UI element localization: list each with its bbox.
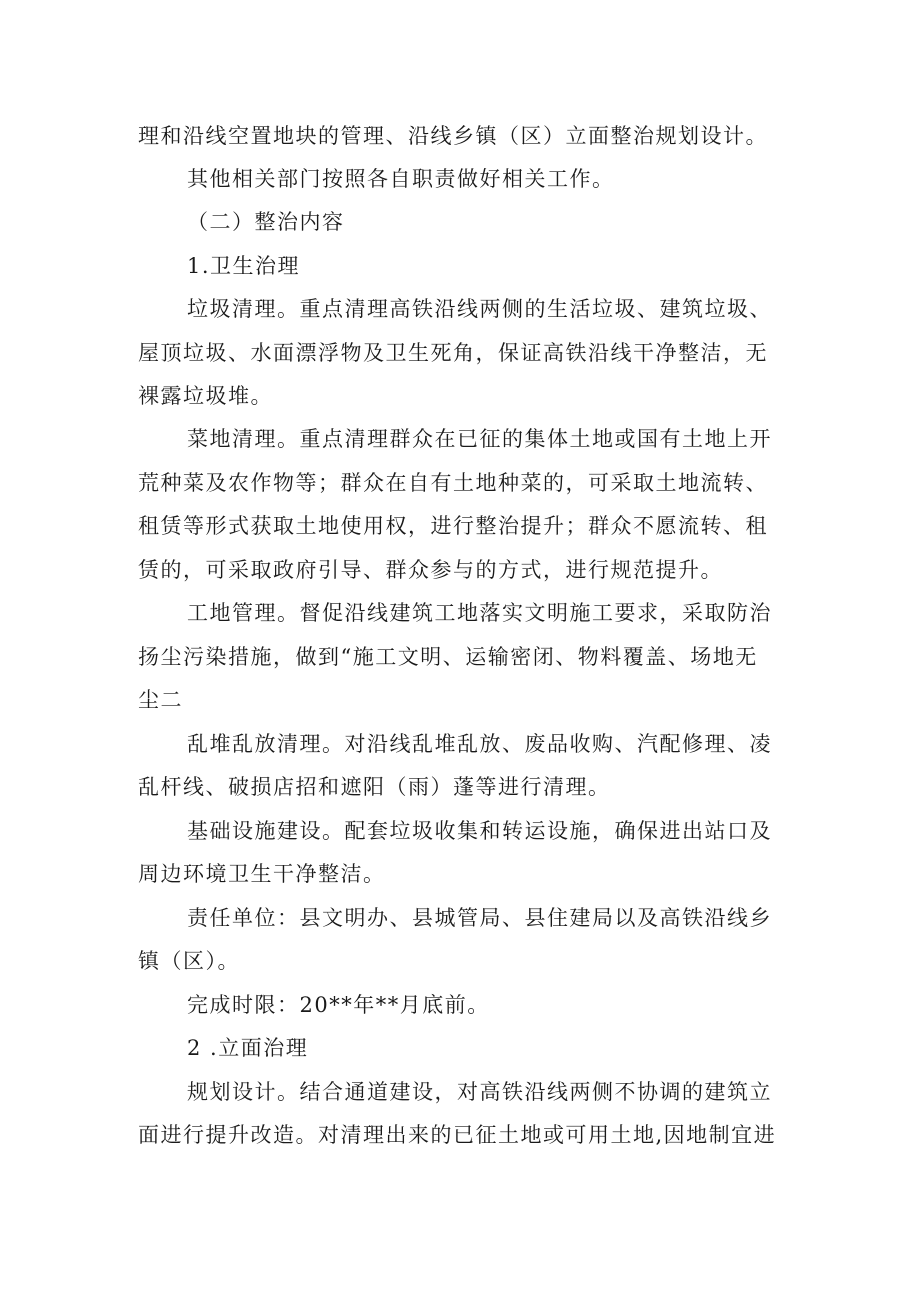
paragraph-line: 周边环境卫生干净整洁。: [138, 862, 386, 886]
subsection-heading: 1.卫生治理: [187, 254, 301, 278]
paragraph-line: 租赁等形式获取土地使用权，进行整治提升；群众不愿流转、租: [138, 514, 768, 538]
paragraph-line: 乱堆乱放清理。对沿线乱堆乱放、废品收购、汽配修理、凌: [187, 732, 772, 756]
paragraph-line: 其他相关部门按照各自职责做好相关工作。: [187, 167, 615, 191]
paragraph-line: 完成时限：20**年**月底前。: [187, 993, 490, 1017]
paragraph-line: 裸露垃圾堆。: [138, 384, 273, 408]
paragraph-line: 镇（区）。: [138, 949, 240, 973]
paragraph-line: 尘二: [138, 688, 183, 712]
paragraph-line: 工地管理。督促沿线建筑工地落实文明施工要求，采取防治: [187, 601, 772, 625]
paragraph-line: 面进行提升改造。对清理出来的已征土地或可用土地,因地制宜进: [138, 1123, 777, 1147]
paragraph-line: 扬尘污染措施，做到“施工文明、运输密闭、物料覆盖、场地无: [138, 645, 758, 669]
paragraph-line: 垃圾清理。重点清理高铁沿线两侧的生活垃圾、建筑垃圾、: [187, 297, 772, 321]
paragraph-line: 责任单位：县文明办、县城管局、县住建局以及高铁沿线乡: [187, 906, 772, 930]
paragraph-line: 赁的，可采取政府引导、群众参与的方式，进行规范提升。: [138, 558, 723, 582]
paragraph-line: 乱杆线、破损店招和遮阳（雨）蓬等进行清理。: [138, 775, 611, 799]
paragraph-line: 荒种菜及农作物等；群众在自有土地种菜的，可采取土地流转、: [138, 471, 768, 495]
paragraph-line: 菜地清理。重点清理群众在已征的集体土地或国有土地上开: [187, 427, 772, 451]
paragraph-line: 屋顶垃圾、水面漂浮物及卫生死角，保证高铁沿线干净整洁，无: [138, 341, 768, 365]
paragraph-line: 基础设施建设。配套垃圾收集和转运设施，确保进出站口及: [187, 819, 772, 843]
paragraph-line: 理和沿线空置地块的管理、沿线乡镇（区）立面整治规划设计。: [138, 124, 768, 148]
section-heading: （二）整治内容: [187, 210, 345, 234]
paragraph-line: 规划设计。结合通道建设，对高铁沿线两侧不协调的建筑立: [187, 1080, 772, 1104]
subsection-heading: 2 .立面治理: [187, 1036, 309, 1060]
